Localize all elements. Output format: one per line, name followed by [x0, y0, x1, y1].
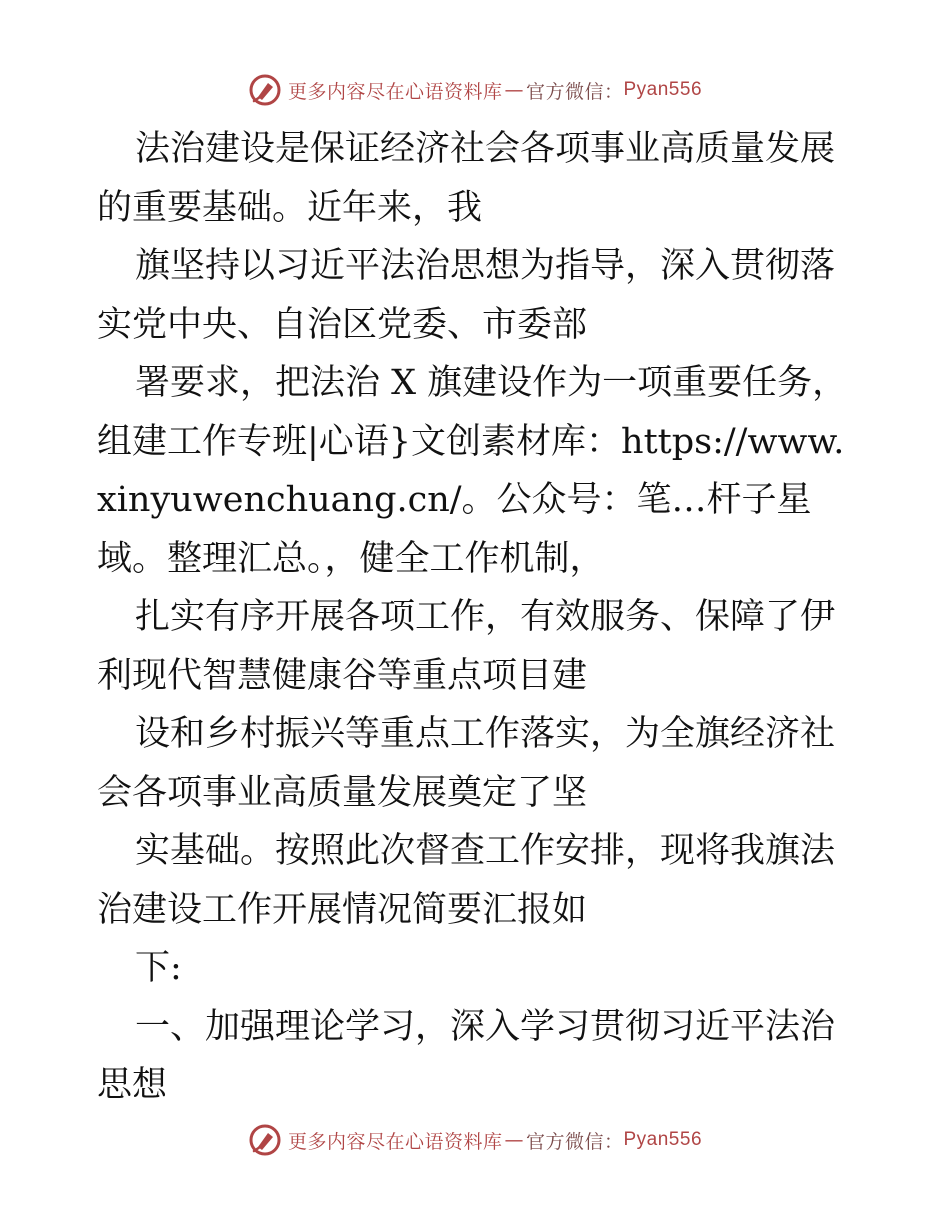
watermark-separator: — — [504, 1129, 524, 1151]
paragraph: 法治建设是保证经济社会各项事业高质量发展的重要基础。近年来，我 — [97, 129, 836, 228]
header-watermark — [0, 70, 950, 110]
watermark-main-text: 更多内容尽在心语资料库 — [287, 1130, 503, 1153]
watermark-account: Pyan556 — [623, 1129, 703, 1150]
watermark-label: 官方微信： — [525, 80, 624, 103]
paragraph: 设和乡村振兴等重点工作落实，为全旗经济社会各项事业高质量发展奠定了坚 — [97, 714, 836, 813]
watermark-account: Pyan556 — [623, 79, 703, 100]
paragraph: 扎实有序开展各项工作，有效服务、保障了伊利现代智慧健康谷等重点项目建 — [97, 597, 836, 696]
pen-nib-circle-icon — [248, 73, 282, 107]
paragraph: 下: — [135, 948, 182, 988]
paragraph: 旗坚持以习近平法治思想为指导，深入贯彻落实党中央、自治区党委、市委部 — [97, 246, 836, 345]
pen-nib-circle-icon — [248, 1123, 282, 1157]
watermark-main-text: 更多内容尽在心语资料库 — [287, 80, 503, 103]
section-heading: 一、加强理论学习，深入学习贯彻习近平法治思想 — [97, 1006, 836, 1105]
document-body — [97, 120, 857, 1115]
paragraph: 署要求，把法治 X 旗建设作为一项重要任务，组建工作专班|心语}文创素材库：https://www.xinyuwenchuang.cn/。公众号：笔…杆子星域。整理汇总。，健全工作机制， — [97, 363, 848, 579]
footer-watermark — [0, 1120, 950, 1160]
watermark-separator: — — [504, 79, 524, 101]
paragraph: 实基础。按照此次督查工作安排，现将我旗法治建设工作开展情况简要汇报如 — [97, 831, 836, 930]
watermark-label: 官方微信： — [525, 1130, 624, 1153]
